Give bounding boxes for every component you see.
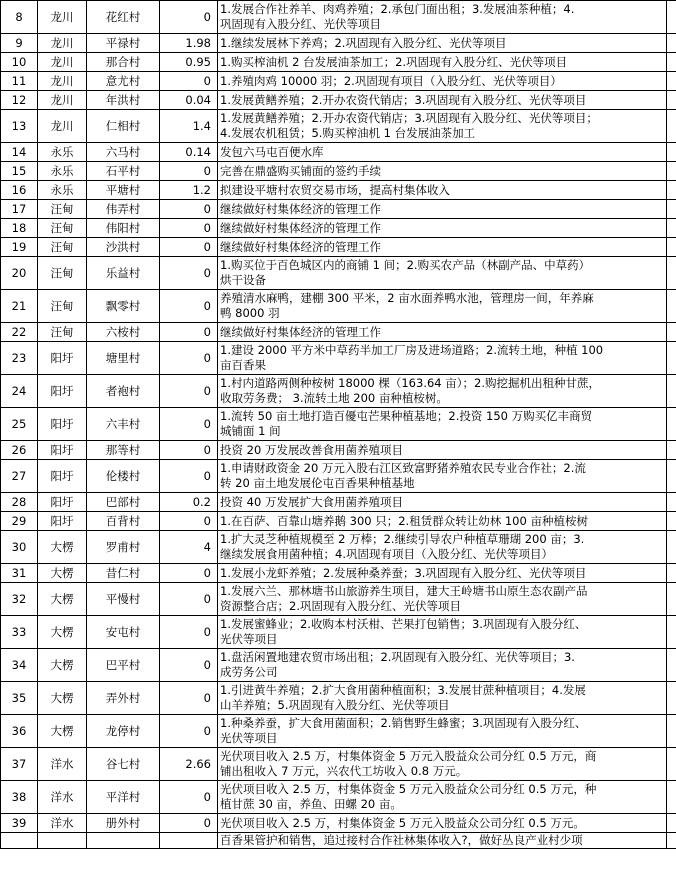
table-row <box>1 1 676 34</box>
table-edge-cell <box>667 342 676 375</box>
row-number-cell: 35 <box>1 682 38 715</box>
income-cell: 4 <box>160 531 218 564</box>
town-cell: 阳圩 <box>38 408 87 441</box>
table-row <box>1 53 676 72</box>
project-line: 城铺面 1 间 <box>220 424 281 438</box>
town-cell: 阳圩 <box>38 493 87 512</box>
income-cell <box>160 833 218 849</box>
town-cell: 汪甸 <box>38 219 87 238</box>
project-line: 光伏项目收入 2.5 万，村集体资金 5 万元入股益众公司分红 0.5 万元，种 <box>220 782 597 796</box>
table-row <box>1 616 676 649</box>
village-cell: 册外村 <box>87 814 160 833</box>
table-row <box>1 219 676 238</box>
income-cell: 2.66 <box>160 748 218 781</box>
town-cell: 阳圩 <box>38 512 87 531</box>
project-cell <box>218 219 667 238</box>
row-number-cell: 8 <box>1 1 38 34</box>
row-number-cell: 9 <box>1 34 38 53</box>
project-line: 铺出租收入 7 万元，兴农代工坊收入 0.8 万元。 <box>220 764 468 778</box>
table-edge-cell <box>667 143 676 162</box>
table-edge-cell <box>667 290 676 323</box>
project-line: 山羊养殖；5.巩固现有入股分红、光伏等项目 <box>220 698 450 712</box>
town-cell: 洋水 <box>38 781 87 814</box>
project-line: 继续做好村集体经济的管理工作 <box>220 220 381 235</box>
row-number-cell: 38 <box>1 781 38 814</box>
table-edge-cell <box>667 583 676 616</box>
village-cell: 平禄村 <box>87 34 160 53</box>
row-number-cell: 14 <box>1 143 38 162</box>
project-line: 投资 40 万发展扩大食用菌养殖项目 <box>220 494 403 509</box>
project-cell <box>218 91 667 110</box>
project-cell <box>218 162 667 181</box>
income-cell: 0 <box>160 342 218 375</box>
table-edge-cell <box>667 375 676 408</box>
row-number-cell: 37 <box>1 748 38 781</box>
row-number-cell: 16 <box>1 181 38 200</box>
village-cell: 飘零村 <box>87 290 160 323</box>
table-row <box>1 583 676 616</box>
table-edge-cell <box>667 814 676 833</box>
row-number-cell: 26 <box>1 441 38 460</box>
row-number-cell: 33 <box>1 616 38 649</box>
town-cell: 阳圩 <box>38 441 87 460</box>
row-number-cell: 28 <box>1 493 38 512</box>
village-cell: 伟阳村 <box>87 219 160 238</box>
row-number-cell: 30 <box>1 531 38 564</box>
table-edge-cell <box>667 162 676 181</box>
project-line: 1.在百萨、百靠山塘养鹅 300 只；2.租赁群众转让幼林 100 亩种植桉树 <box>220 513 588 528</box>
income-cell: 0 <box>160 238 218 257</box>
project-cell <box>218 715 667 748</box>
table-edge-cell <box>667 441 676 460</box>
project-line: 植甘蔗 30 亩，养鱼、田螺 20 亩。 <box>220 797 402 811</box>
table-edge-cell <box>667 219 676 238</box>
village-cell: 六桉村 <box>87 323 160 342</box>
table-edge-cell <box>667 649 676 682</box>
project-cell <box>218 682 667 715</box>
row-number-cell: 27 <box>1 460 38 493</box>
town-cell: 龙川 <box>38 34 87 53</box>
town-cell: 汪甸 <box>38 323 87 342</box>
table-row <box>1 682 676 715</box>
table-row <box>1 72 676 91</box>
row-number-cell: 23 <box>1 342 38 375</box>
income-cell: 0 <box>160 512 218 531</box>
project-cell <box>218 493 667 512</box>
village-cell: 平慢村 <box>87 583 160 616</box>
town-cell: 龙川 <box>38 53 87 72</box>
village-cell: 罗甫村 <box>87 531 160 564</box>
table-edge-cell <box>667 1 676 34</box>
income-cell: 0 <box>160 814 218 833</box>
table-edge-cell <box>667 748 676 781</box>
project-cell <box>218 323 667 342</box>
village-cell: 伟弄村 <box>87 200 160 219</box>
town-cell: 大楞 <box>38 531 87 564</box>
project-line: 1.发展黄鳝养殖；2.开办农资代销店；3.巩固现有入股分红、光伏等项目 <box>220 92 587 107</box>
village-cell: 昔仁村 <box>87 564 160 583</box>
table-row <box>1 91 676 110</box>
village-cell: 沙洪村 <box>87 238 160 257</box>
project-cell <box>218 564 667 583</box>
table-edge-cell <box>667 682 676 715</box>
row-number-cell: 39 <box>1 814 38 833</box>
village-cell: 六丰村 <box>87 408 160 441</box>
project-line: 百香果管护和销售，追过接村合作社林集体收入?，做好丛良产业村少项 <box>220 833 583 847</box>
project-line: 继续发展食用菌种植；4.巩固现有项目（入股分红、光伏等项目） <box>220 547 553 561</box>
income-cell: 0.14 <box>160 143 218 162</box>
table-row <box>1 162 676 181</box>
project-line: 1.扩大灵芝种植规模至 2 万棒；2.继续引导农户种植草珊瑚 200 亩；3. <box>220 532 585 546</box>
income-cell: 0 <box>160 616 218 649</box>
project-line: 1.养殖肉鸡 10000 羽；2.巩固现有项目（入股分红、光伏等项目） <box>220 73 562 88</box>
project-line: 拟建设平塘村农贸交易市场，提高村集体收入 <box>220 182 450 197</box>
village-cell: 龙停村 <box>87 715 160 748</box>
project-line: 巩固现有入股分红、光伏等项目 <box>220 17 381 31</box>
project-cell <box>218 200 667 219</box>
village-cell: 者袍村 <box>87 375 160 408</box>
project-cell <box>218 290 667 323</box>
table-edge-cell <box>667 91 676 110</box>
village-cell: 意尤村 <box>87 72 160 91</box>
row-number-cell: 12 <box>1 91 38 110</box>
project-cell <box>218 583 667 616</box>
row-number-cell: 18 <box>1 219 38 238</box>
village-cell: 百背村 <box>87 512 160 531</box>
row-number-cell: 15 <box>1 162 38 181</box>
town-cell: 永乐 <box>38 181 87 200</box>
income-cell: 0 <box>160 460 218 493</box>
table-row <box>1 257 676 290</box>
row-number-cell: 21 <box>1 290 38 323</box>
village-cell: 乐益村 <box>87 257 160 290</box>
table-edge-cell <box>667 110 676 143</box>
town-cell: 洋水 <box>38 814 87 833</box>
table-row <box>1 375 676 408</box>
project-line: 1.发展六兰、那林塘书山旅游养生项目，建大王岭塘书山原生态农副产品 <box>220 584 588 598</box>
income-cell: 0.2 <box>160 493 218 512</box>
town-cell: 阳圩 <box>38 460 87 493</box>
town-cell: 大楞 <box>38 564 87 583</box>
project-cell <box>218 781 667 814</box>
town-cell: 大楞 <box>38 715 87 748</box>
income-cell: 0 <box>160 257 218 290</box>
village-cell: 石平村 <box>87 162 160 181</box>
town-cell: 永乐 <box>38 162 87 181</box>
table-edge-cell <box>667 715 676 748</box>
project-line: 1.建设 2000 平方米中草药半加工厂房及进场道路；2.流转土地，种植 100 <box>220 343 604 357</box>
income-cell: 0 <box>160 290 218 323</box>
table-edge-cell <box>667 408 676 441</box>
project-line: 转 20 亩土地发展伦屯百香果种植基地 <box>220 476 415 490</box>
town-cell: 大楞 <box>38 616 87 649</box>
project-line: 亩百香果 <box>220 358 266 372</box>
town-cell: 龙川 <box>38 72 87 91</box>
table-row <box>1 833 676 849</box>
table-row <box>1 564 676 583</box>
project-line: 1.购买位于百色城区内的商铺 1 间；2.购买农产品（林副产品、中草药） <box>220 258 591 272</box>
table-row <box>1 34 676 53</box>
table-row <box>1 460 676 493</box>
table-row <box>1 110 676 143</box>
project-line: 发包六马屯百便水库 <box>220 144 324 159</box>
village-cell: 年洪村 <box>87 91 160 110</box>
project-line: 1.发展蜜蜂业；2.收购本村沃柑、芒果打包销售；3.巩固现有入股分红、 <box>220 617 587 631</box>
income-cell: 0 <box>160 219 218 238</box>
table-edge-cell <box>667 238 676 257</box>
row-number-cell: 29 <box>1 512 38 531</box>
income-cell: 0 <box>160 200 218 219</box>
project-line: 继续做好村集体经济的管理工作 <box>220 324 381 339</box>
project-line: 1.发展黄鳝养殖；2.开办农资代销店；3.巩固现有入股分红、光伏等项目； <box>220 111 598 125</box>
table-edge-cell <box>667 200 676 219</box>
project-cell <box>218 512 667 531</box>
income-cell: 0 <box>160 715 218 748</box>
project-cell <box>218 143 667 162</box>
project-line: 继续做好村集体经济的管理工作 <box>220 239 381 254</box>
project-cell <box>218 257 667 290</box>
table-edge-cell <box>667 460 676 493</box>
project-cell <box>218 460 667 493</box>
row-number-cell: 19 <box>1 238 38 257</box>
project-line: 资源整合店；2.巩固现有入股分红、光伏等项目 <box>220 599 461 613</box>
table-edge-cell <box>667 833 676 849</box>
table-edge-cell <box>667 257 676 290</box>
income-cell: 0 <box>160 408 218 441</box>
table-row <box>1 200 676 219</box>
project-line: 4.发展农机租赁；5.购买榨油机 1 台发展油茶加工 <box>220 126 476 140</box>
village-cell: 塘里村 <box>87 342 160 375</box>
project-line: 1.继续发展林下养鸡；2.巩固现有入股分红、光伏等项目 <box>220 35 507 50</box>
table-row <box>1 342 676 375</box>
project-line: 成劳务公司 <box>220 665 278 679</box>
table-edge-cell <box>667 181 676 200</box>
income-cell: 0 <box>160 649 218 682</box>
project-cell <box>218 238 667 257</box>
table-row <box>1 408 676 441</box>
project-cell <box>218 72 667 91</box>
project-cell <box>218 814 667 833</box>
village-cell: 平塘村 <box>87 181 160 200</box>
village-cell: 那等村 <box>87 441 160 460</box>
table-row <box>1 493 676 512</box>
town-cell: 汪甸 <box>38 200 87 219</box>
income-cell: 0.04 <box>160 91 218 110</box>
table-edge-cell <box>667 323 676 342</box>
project-cell <box>218 110 667 143</box>
village-cell: 仁相村 <box>87 110 160 143</box>
project-cell <box>218 1 667 34</box>
income-cell: 0.95 <box>160 53 218 72</box>
project-line: 1.种桑养蚕，扩大食用菌面积；2.销售野生蜂蜜；3.巩固现有入股分红、 <box>220 716 587 730</box>
project-line: 养殖清水麻鸭，建棚 300 平米，2 亩水面养鸭水池，管理房一间，年养麻 <box>220 291 594 305</box>
income-cell: 0 <box>160 1 218 34</box>
project-line: 1.引进黄牛养殖；2.扩大食用菌种植面积；3.发展甘蔗种植项目；4.发展 <box>220 683 586 697</box>
table-edge-cell <box>667 53 676 72</box>
project-cell <box>218 53 667 72</box>
row-number-cell: 22 <box>1 323 38 342</box>
project-line: 光伏等项目 <box>220 632 278 646</box>
town-cell: 阳圩 <box>38 342 87 375</box>
project-cell <box>218 375 667 408</box>
table-edge-cell <box>667 781 676 814</box>
village-cell: 平洋村 <box>87 781 160 814</box>
row-number-cell: 20 <box>1 257 38 290</box>
project-line: 1.购买榨油机 2 台发展油茶加工；2.巩固现有入股分红、光伏等项目 <box>220 54 568 69</box>
table-row <box>1 143 676 162</box>
village-cell: 弄外村 <box>87 682 160 715</box>
town-cell: 汪甸 <box>38 257 87 290</box>
income-cell: 1.2 <box>160 181 218 200</box>
income-cell: 0 <box>160 781 218 814</box>
row-number-cell: 13 <box>1 110 38 143</box>
income-cell: 0 <box>160 564 218 583</box>
table-row <box>1 649 676 682</box>
project-line: 1.发展合作社养羊、肉鸡养殖；2.承包门面出租；3.发展油茶种植；4. <box>220 2 575 16</box>
row-number-cell: 25 <box>1 408 38 441</box>
project-line: 继续做好村集体经济的管理工作 <box>220 201 381 216</box>
project-line: 鸭 8000 羽 <box>220 306 280 320</box>
project-line: 1.申请财政资金 20 万元入股右江区致富野猪养殖农民专业合作社；2.流 <box>220 461 586 475</box>
table-row <box>1 290 676 323</box>
income-cell: 0 <box>160 441 218 460</box>
table-row <box>1 814 676 833</box>
table-row <box>1 531 676 564</box>
table-row <box>1 181 676 200</box>
town-cell: 大楞 <box>38 583 87 616</box>
table-row <box>1 238 676 257</box>
table-edge-cell <box>667 564 676 583</box>
village-cell: 谷七村 <box>87 748 160 781</box>
row-number-cell: 11 <box>1 72 38 91</box>
project-cell <box>218 441 667 460</box>
village-cell: 安屯村 <box>87 616 160 649</box>
project-cell <box>218 408 667 441</box>
project-cell <box>218 181 667 200</box>
village-cell: 那合村 <box>87 53 160 72</box>
income-cell: 0 <box>160 72 218 91</box>
project-line: 完善在鼎盛购买铺面的签约手续 <box>220 163 381 178</box>
project-cell <box>218 34 667 53</box>
village-cell: 花红村 <box>87 1 160 34</box>
row-number-cell: 24 <box>1 375 38 408</box>
table-edge-cell <box>667 493 676 512</box>
table-row <box>1 323 676 342</box>
income-cell: 0 <box>160 375 218 408</box>
table-edge-cell <box>667 72 676 91</box>
project-cell <box>218 616 667 649</box>
town-cell: 大楞 <box>38 682 87 715</box>
table-edge-cell <box>667 34 676 53</box>
project-line: 光伏项目收入 2.5 万，村集体资金 5 万元入股益众公司分红 0.5 万元。 <box>220 815 585 830</box>
town-cell: 洋水 <box>38 748 87 781</box>
village-cell <box>87 833 160 849</box>
income-cell: 0 <box>160 323 218 342</box>
row-number-cell: 32 <box>1 583 38 616</box>
table-row <box>1 748 676 781</box>
project-cell <box>218 342 667 375</box>
village-cell: 巴平村 <box>87 649 160 682</box>
row-number-cell: 31 <box>1 564 38 583</box>
project-line: 1.盘活闲置地建农贸市场出租；2.巩固现有入股分红、光伏等项目；3. <box>220 650 575 664</box>
town-cell: 汪甸 <box>38 238 87 257</box>
income-cell: 1.4 <box>160 110 218 143</box>
table-edge-cell <box>667 512 676 531</box>
row-number-cell: 10 <box>1 53 38 72</box>
income-cell: 1.98 <box>160 34 218 53</box>
row-number-cell <box>1 833 38 849</box>
project-cell <box>218 531 667 564</box>
project-line: 投资 20 万发展改善食用菌养殖项目 <box>220 442 403 457</box>
village-cell: 伦楼村 <box>87 460 160 493</box>
project-line: 1.流转 50 亩土地打造百優屯芒果种植基地；2.投资 150 万购买亿丰商贸 <box>220 409 593 423</box>
project-cell <box>218 748 667 781</box>
income-cell: 0 <box>160 682 218 715</box>
table-row <box>1 512 676 531</box>
income-cell: 0 <box>160 583 218 616</box>
project-cell <box>218 649 667 682</box>
project-line: 光伏等项目 <box>220 731 278 745</box>
town-cell: 永乐 <box>38 143 87 162</box>
town-cell: 龙川 <box>38 1 87 34</box>
table-row <box>1 781 676 814</box>
village-cell: 巴部村 <box>87 493 160 512</box>
project-line: 烘干设备 <box>220 273 266 287</box>
table-edge-cell <box>667 616 676 649</box>
project-line: 光伏项目收入 2.5 万，村集体资金 5 万元入股益众公司分红 0.5 万元，商 <box>220 749 597 763</box>
table-row <box>1 715 676 748</box>
town-cell: 阳圩 <box>38 375 87 408</box>
income-cell: 0 <box>160 162 218 181</box>
row-number-cell: 17 <box>1 200 38 219</box>
project-cell <box>218 833 667 849</box>
project-line: 收取劳务费； 3.流转土地 200 亩种植桉树。 <box>220 391 448 405</box>
town-cell: 龙川 <box>38 91 87 110</box>
town-cell: 大楞 <box>38 649 87 682</box>
project-line: 1.发展小龙虾养殖；2.发展种桑养蚕；3.巩固现有入股分红、光伏等项目 <box>220 565 587 580</box>
town-cell: 汪甸 <box>38 290 87 323</box>
row-number-cell: 34 <box>1 649 38 682</box>
town-cell: 龙川 <box>38 110 87 143</box>
table-row <box>1 441 676 460</box>
town-cell <box>38 833 87 849</box>
row-number-cell: 36 <box>1 715 38 748</box>
village-cell: 六马村 <box>87 143 160 162</box>
table-edge-cell <box>667 531 676 564</box>
project-line: 1.村内道路两侧种桉树 18000 棵（163.64 亩）；2.购挖掘机出租种甘蔗， <box>220 376 600 390</box>
